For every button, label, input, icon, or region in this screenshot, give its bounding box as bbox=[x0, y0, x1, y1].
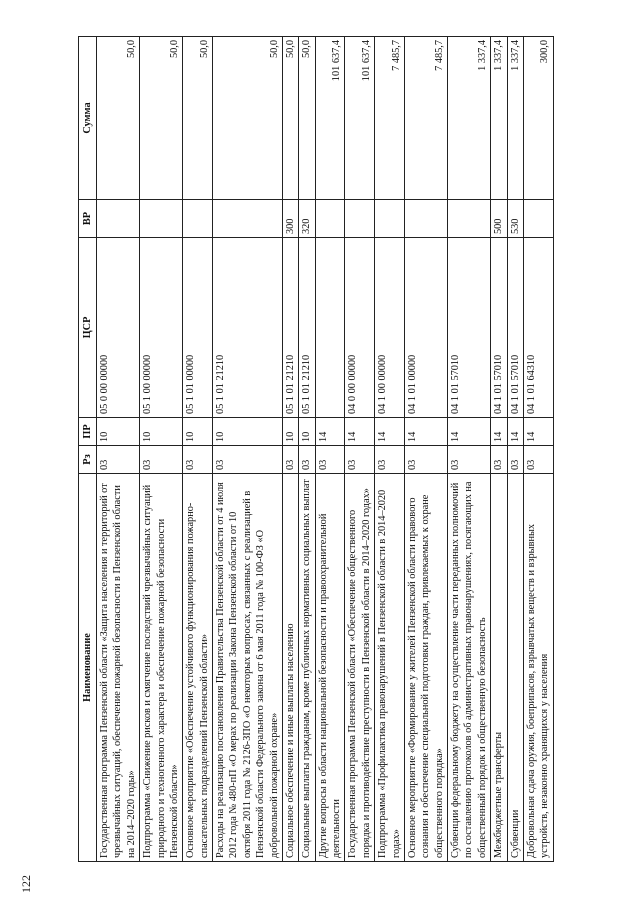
row-vr bbox=[375, 200, 405, 238]
row-pr: 14 bbox=[315, 418, 345, 446]
row-pr: 10 bbox=[213, 418, 283, 446]
row-name: Расходы на реализацию постановления Правительства Пензенской области от 4 июля 2012 года № 480-пП «О мерах по реализации Закона Пензенской области от 10 октября 2011 года № 2126-ЗПО «О некоторых вопросах, связанных с реализацией в Пензенской области Федерального закона от 6 мая 2011 года № 100-ФЗ «О добровольной пожарной охране» bbox=[213, 474, 283, 862]
row-vr bbox=[345, 200, 375, 238]
row-rz: 03 bbox=[507, 446, 523, 474]
row-rz: 03 bbox=[299, 446, 315, 474]
table-row bbox=[491, 37, 507, 862]
row-vr bbox=[315, 200, 345, 238]
header-rz: Рз bbox=[79, 446, 97, 474]
row-vr: 500 bbox=[491, 200, 507, 238]
header-name: Наименование bbox=[79, 474, 97, 862]
row-name: Субвенции федеральному бюджету на осуществление части переданных полномочий по составлению протоколов об административных правонарушениях, посягающих на общественный порядок и общественную безопасность bbox=[448, 474, 491, 862]
row-sum: 1 337,4 bbox=[448, 37, 491, 200]
row-csr: 04 1 01 57010 bbox=[448, 238, 491, 418]
row-sum: 50,0 bbox=[299, 37, 315, 200]
row-csr: 05 1 01 00000 bbox=[183, 238, 213, 418]
row-csr: 05 0 00 00000 bbox=[97, 238, 140, 418]
row-csr: 04 1 00 00000 bbox=[375, 238, 405, 418]
row-name: Подпрограмма «Профилактика правонарушений в Пензенской области в 2014–2020 годах» bbox=[375, 474, 405, 862]
row-pr: 10 bbox=[140, 418, 183, 446]
row-name: Межбюджетные трансферты bbox=[491, 474, 507, 862]
row-csr: 04 1 01 57010 bbox=[507, 238, 523, 418]
row-rz: 03 bbox=[183, 446, 213, 474]
row-sum: 50,0 bbox=[97, 37, 140, 200]
row-pr: 10 bbox=[282, 418, 298, 446]
row-name: Субвенции bbox=[507, 474, 523, 862]
rotated-page-content bbox=[78, 37, 563, 862]
row-rz: 03 bbox=[404, 446, 447, 474]
header-pr: ПР bbox=[79, 418, 97, 446]
row-rz: 03 bbox=[97, 446, 140, 474]
row-vr bbox=[523, 200, 553, 238]
table-row bbox=[282, 37, 298, 862]
row-rz: 03 bbox=[213, 446, 283, 474]
row-vr bbox=[448, 200, 491, 238]
row-pr: 10 bbox=[299, 418, 315, 446]
row-name: Государственная программа Пензенской области «Защита населения и территорий от чрезвычайных ситуаций, обеспечение пожарной безопасности в Пензенской области на 2014–2020 годы» bbox=[97, 474, 140, 862]
row-csr: 05 1 01 21210 bbox=[213, 238, 283, 418]
row-rz: 03 bbox=[315, 446, 345, 474]
row-pr: 14 bbox=[404, 418, 447, 446]
table-row bbox=[299, 37, 315, 862]
row-csr bbox=[315, 238, 345, 418]
table-row bbox=[404, 37, 447, 862]
row-name: Социальные выплаты гражданам, кроме публичных нормативных социальных выплат bbox=[299, 474, 315, 862]
row-name: Подпрограмма «Снижение рисков и смягчение последствий чрезвычайных ситуаций природного и техногенного характера и обеспечение пожарной безопасности Пензенской области» bbox=[140, 474, 183, 862]
row-name: Другие вопросы в области национальной безопасности и правоохранительной деятельности bbox=[315, 474, 345, 862]
table-row bbox=[97, 37, 140, 862]
row-rz: 03 bbox=[375, 446, 405, 474]
row-sum: 1 337,4 bbox=[507, 37, 523, 200]
row-csr: 05 1 01 21210 bbox=[299, 238, 315, 418]
header-csr: ЦСР bbox=[79, 238, 97, 418]
row-sum: 50,0 bbox=[140, 37, 183, 200]
row-name: Основное мероприятие «Формирование у жителей Пензенской области правового сознания и обеспечение специальной подготовки граждан, привлекаемых к охране общественного порядка» bbox=[404, 474, 447, 862]
row-pr: 14 bbox=[448, 418, 491, 446]
row-sum: 101 637,4 bbox=[345, 37, 375, 200]
row-name: Государственная программа Пензенской области «Обеспечение общественного порядка и противодействие преступности в Пензенской области в 2014–2020 годах» bbox=[345, 474, 375, 862]
table-row bbox=[345, 37, 375, 862]
table-row bbox=[140, 37, 183, 862]
table-row bbox=[448, 37, 491, 862]
row-sum: 1 337,4 bbox=[491, 37, 507, 200]
row-sum: 50,0 bbox=[282, 37, 298, 200]
row-vr: 320 bbox=[299, 200, 315, 238]
table-header-row bbox=[79, 37, 97, 862]
row-vr bbox=[183, 200, 213, 238]
row-rz: 03 bbox=[140, 446, 183, 474]
row-pr: 14 bbox=[375, 418, 405, 446]
row-rz: 03 bbox=[448, 446, 491, 474]
header-vr: ВР bbox=[79, 200, 97, 238]
row-pr: 14 bbox=[523, 418, 553, 446]
row-vr: 300 bbox=[282, 200, 298, 238]
table-row bbox=[315, 37, 345, 862]
row-pr: 14 bbox=[345, 418, 375, 446]
row-vr: 530 bbox=[507, 200, 523, 238]
row-sum: 50,0 bbox=[213, 37, 283, 200]
table-row bbox=[213, 37, 283, 862]
row-name: Социальное обеспечение и иные выплаты населению bbox=[282, 474, 298, 862]
header-sum: Сумма bbox=[79, 37, 97, 200]
row-vr bbox=[404, 200, 447, 238]
row-vr bbox=[97, 200, 140, 238]
row-rz: 03 bbox=[345, 446, 375, 474]
row-sum: 50,0 bbox=[183, 37, 213, 200]
row-sum: 7 485,7 bbox=[404, 37, 447, 200]
table-row bbox=[183, 37, 213, 862]
row-csr: 05 1 01 21210 bbox=[282, 238, 298, 418]
row-rz: 03 bbox=[491, 446, 507, 474]
table-row bbox=[375, 37, 405, 862]
row-pr: 10 bbox=[183, 418, 213, 446]
row-vr bbox=[140, 200, 183, 238]
row-sum: 101 637,4 bbox=[315, 37, 345, 200]
row-sum: 7 485,7 bbox=[375, 37, 405, 200]
row-pr: 14 bbox=[491, 418, 507, 446]
row-sum: 300,0 bbox=[523, 37, 553, 200]
row-csr: 04 1 01 64310 bbox=[523, 238, 553, 418]
row-pr: 10 bbox=[97, 418, 140, 446]
row-rz: 03 bbox=[282, 446, 298, 474]
row-name: Добровольная сдача оружия, боеприпасов, взрывчатых веществ и взрывных устройств, незаконно хранящихся у населения bbox=[523, 474, 553, 862]
row-vr bbox=[213, 200, 283, 238]
budget-table bbox=[78, 36, 554, 862]
row-csr: 05 1 00 00000 bbox=[140, 238, 183, 418]
row-csr: 04 0 00 00000 bbox=[345, 238, 375, 418]
table-row bbox=[507, 37, 523, 862]
row-name: Основное мероприятие «Обеспечение устойчивого функционирования пожарно-спасательных подразделений Пензенской области» bbox=[183, 474, 213, 862]
row-pr: 14 bbox=[507, 418, 523, 446]
row-rz: 03 bbox=[523, 446, 553, 474]
row-csr: 04 1 01 00000 bbox=[404, 238, 447, 418]
page-number: 122 bbox=[19, 875, 33, 893]
table-row bbox=[523, 37, 553, 862]
row-csr: 04 1 01 57010 bbox=[491, 238, 507, 418]
